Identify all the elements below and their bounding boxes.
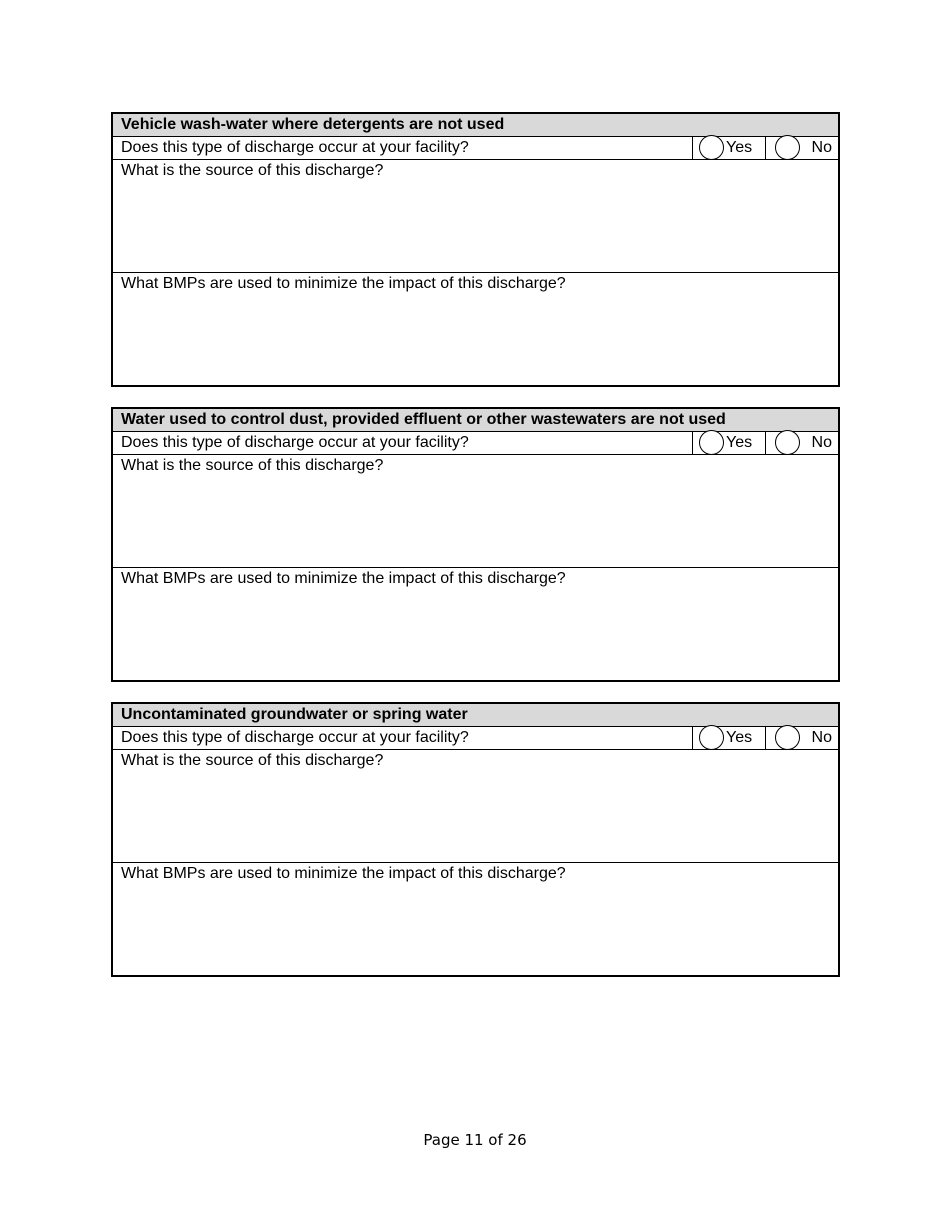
bmp-field (113, 863, 838, 975)
discharge-question-row (113, 727, 838, 750)
page-number: Page 11 of 26 (423, 1131, 527, 1149)
bmp-label: What BMPs are used to minimize the impact of this discharge? (121, 275, 566, 292)
section-title: Vehicle wash-water where detergents are not used (113, 114, 838, 137)
bmp-input[interactable] (117, 297, 836, 385)
source-field (113, 455, 838, 568)
source-label: What is the source of this discharge? (121, 752, 384, 769)
yes-label: Yes (726, 434, 753, 451)
bmp-label: What BMPs are used to minimize the impact of this discharge? (121, 570, 566, 587)
discharge-question-row (113, 137, 838, 160)
source-label: What is the source of this discharge? (121, 457, 384, 474)
yes-label: Yes (726, 139, 753, 156)
yes-option[interactable] (692, 727, 765, 749)
section-title: Uncontaminated groundwater or spring water (113, 704, 838, 727)
yes-radio-button[interactable] (699, 430, 724, 455)
discharge-question: Does this type of discharge occur at your facility? (121, 729, 469, 746)
section-title: Water used to control dust, provided effluent or other wastewaters are not used (113, 409, 838, 432)
discharge-question: Does this type of discharge occur at your facility? (121, 434, 469, 451)
discharge-section-groundwater (111, 702, 840, 977)
no-option[interactable] (765, 727, 839, 749)
no-label: No (811, 139, 832, 156)
discharge-section-dust-control (111, 407, 840, 682)
no-label: No (811, 434, 832, 451)
bmp-label: What BMPs are used to minimize the impact of this discharge? (121, 865, 566, 882)
no-label: No (811, 729, 832, 746)
yes-option[interactable] (692, 432, 765, 454)
yes-radio-button[interactable] (699, 725, 724, 750)
source-input[interactable] (117, 774, 836, 862)
bmp-input[interactable] (117, 592, 836, 680)
no-radio-button[interactable] (775, 725, 800, 750)
source-field (113, 750, 838, 863)
discharge-question-row (113, 432, 838, 455)
source-label: What is the source of this discharge? (121, 162, 384, 179)
bmp-field (113, 568, 838, 680)
yes-option[interactable] (692, 137, 765, 159)
bmp-field (113, 273, 838, 385)
yes-label: Yes (726, 729, 753, 746)
discharge-question: Does this type of discharge occur at your facility? (121, 139, 469, 156)
bmp-input[interactable] (117, 887, 836, 975)
no-option[interactable] (765, 137, 839, 159)
no-radio-button[interactable] (775, 430, 800, 455)
source-input[interactable] (117, 184, 836, 272)
yes-radio-button[interactable] (699, 135, 724, 160)
discharge-section-vehicle-wash (111, 112, 840, 387)
no-radio-button[interactable] (775, 135, 800, 160)
source-input[interactable] (117, 479, 836, 567)
no-option[interactable] (765, 432, 839, 454)
source-field (113, 160, 838, 273)
